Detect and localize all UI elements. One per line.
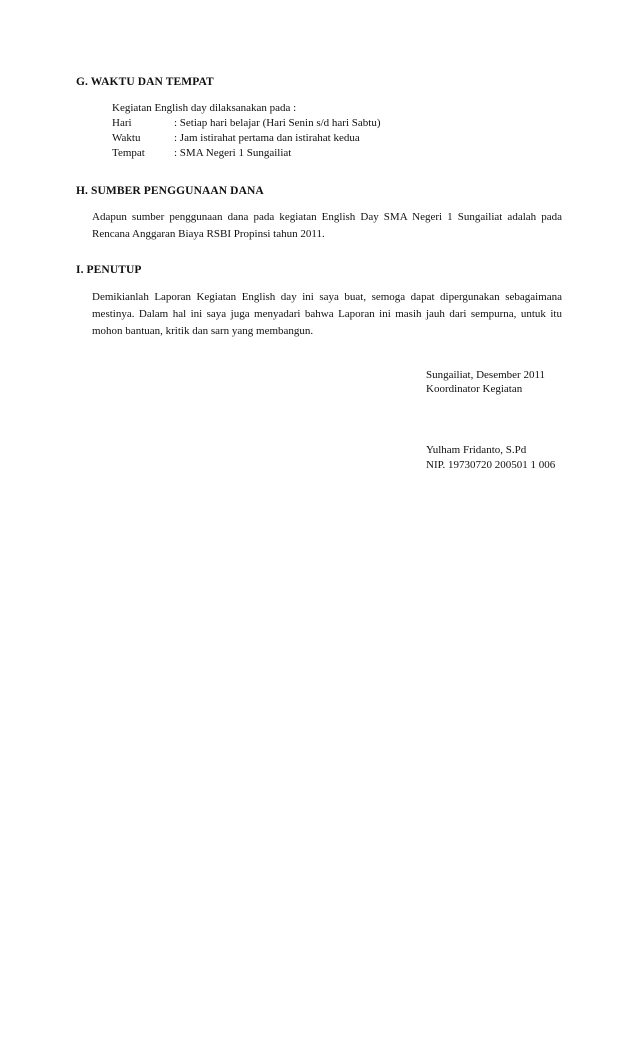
signature-role: Koordinator Kegiatan: [426, 383, 523, 395]
schedule-value: : Setiap hari belajar (Hari Senin s/d hari Sabtu): [174, 117, 381, 129]
paragraph-line: mestinya. Dalam hal ini saya juga menyadari bahwa Laporan ini masih jauh dari sempurna, untuk itu: [92, 308, 562, 320]
section-g-intro: Kegiatan English day dilaksanakan pada :: [112, 102, 297, 114]
signature-place-date: Sungailiat, Desember 2011: [426, 369, 546, 381]
schedule-label: Hari: [112, 117, 132, 129]
paragraph-line: mohon bantuan, kritik dan sarn yang membangun.: [92, 325, 314, 337]
schedule-value: : Jam istirahat pertama dan istirahat kedua: [174, 132, 360, 144]
section-i-paragraph: [92, 289, 562, 340]
signature-nip: NIP. 19730720 200501 1 006: [426, 459, 556, 471]
paragraph-line: Rencana Anggaran Biaya RSBI Propinsi tahun 2011.: [92, 228, 325, 240]
section-h-paragraph: [92, 209, 562, 243]
schedule-value: : SMA Negeri 1 Sungailiat: [174, 147, 292, 159]
section-h-heading: H. SUMBER PENGGUNAAN DANA: [76, 185, 264, 197]
paragraph-line: Demikianlah Laporan Kegiatan English day ini saya buat, semoga dapat dipergunakan sebagaimana: [92, 291, 562, 303]
signature-name: Yulham Fridanto, S.Pd: [426, 444, 527, 456]
section-g-heading: G. WAKTU DAN TEMPAT: [76, 76, 214, 88]
paragraph-line: Adapun sumber penggunaan dana pada kegiatan English Day SMA Negeri 1 Sungailiat adalah pada: [92, 211, 562, 223]
schedule-label: Waktu: [112, 132, 141, 144]
schedule-label: Tempat: [112, 147, 145, 159]
section-i-heading: I. PENUTUP: [76, 264, 142, 276]
